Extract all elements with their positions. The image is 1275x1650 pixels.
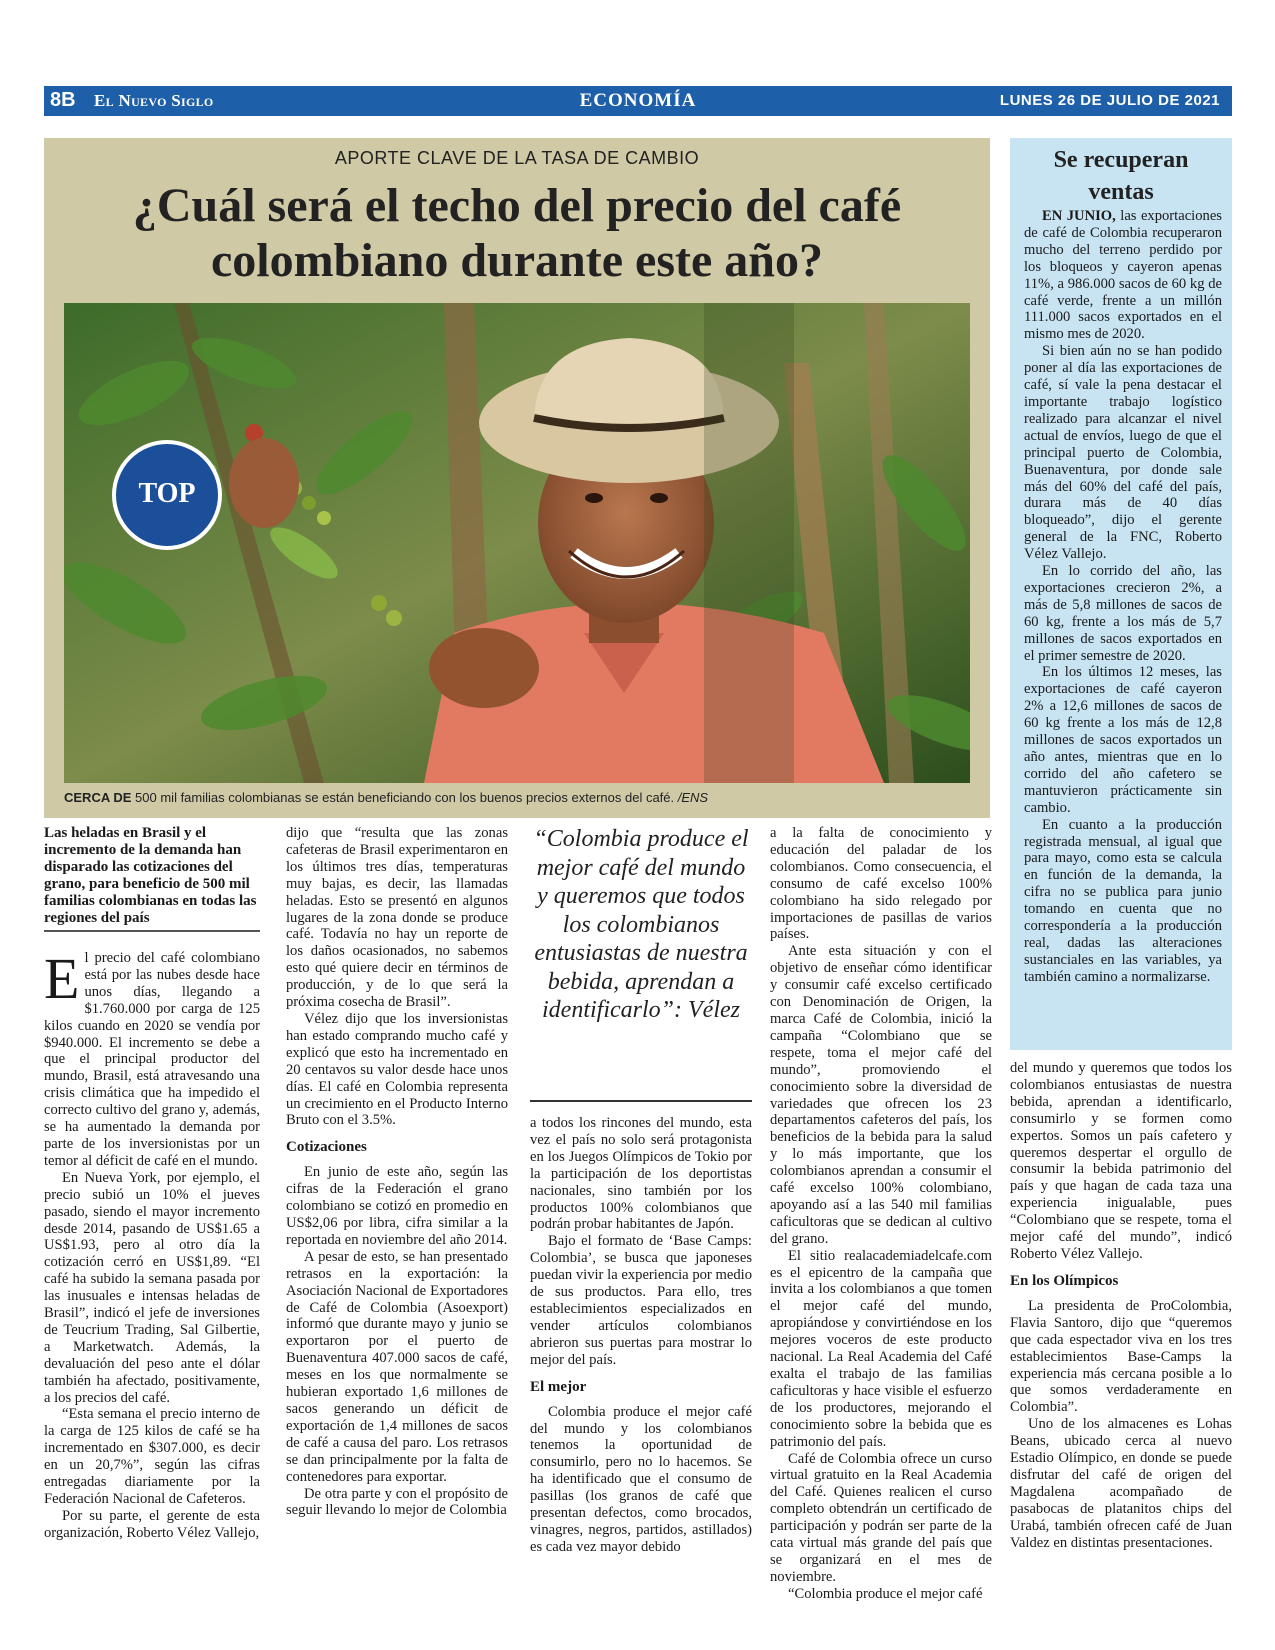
- article-deck: Las heladas en Brasil y el incremento de la demanda han disparado las cotizaciones del grano, para beneficio de 500 mil familias colombianas en todas las regiones del país: [44, 825, 257, 926]
- deck-divider: [44, 930, 260, 932]
- paragraph-text: l precio del café colombiano está por las nubes desde hace unos días, llegando a $1.760.000 por carga de 125 kilos cuando en 2020 se vendía por $940.000. El incremento se debe a que el principal productor del mundo, Brasil, está atravesando una crisis climática que ha impedido el correcto cultivo del grano y, además, se ha aumentado la demanda por parte de los inversionistas por un temor al déficit de café en el mundo.: [44, 950, 260, 1169]
- drop-cap: E: [44, 946, 80, 1011]
- photo-caption: [64, 790, 970, 805]
- article-column-3: [530, 1115, 752, 1556]
- subheading-cotizaciones: Cotizaciones: [286, 1139, 367, 1156]
- sidebar-text: las exportaciones de café de Colombia recuperaron mucho del terreno perdido por los bloqueos y cayeron apenas 11%, a 986.000 sacos de 60 kg de café verde, frente a un millón 111.000 sacos exportados en el mismo mes de 2020.: [1024, 208, 1222, 343]
- article-paragraph: Café de Colombia ofrece un curso virtual gratuito en la Real Academia del Café. Quienes realicen el curso completo obtendrán un certificado de participación y podrán ser parte de la cata virtual más grande del país que se organizará en el mes de noviembre.: [770, 1450, 992, 1585]
- sidebar-paragraph: [1024, 208, 1222, 343]
- article-paragraph: “Colombia produce el mejor café: [788, 1585, 983, 1602]
- top-badge-label: TOP: [138, 478, 196, 509]
- article-paragraph: Ante esta situación y con el objetivo de enseñar cómo identificar y consumir café excelso certificado con Denominación de Origen, la marca Café de Colombia, inició la campaña “Colombiano que se respete, toma el mejor café del mundo”, promoviendo el conocimiento sobre la diversidad de variedades que ofrecen los 23 departamentos cafeteros del país, los beneficios de la bebida para la salud y lo más importante, que los colombianos aprendan a consumir el café excelso 100% colombiano, apoyando así a las 540 mil familias caficultoras que se dedican al cultivo del grano.: [770, 943, 992, 1247]
- sidebar-paragraph: Si bien aún no se han podido poner al día las exportaciones de café, sí vale la pena destacar el importante trabajo logístico realizado para alcanzar el nivel actual de envíos, luego de que el principal puerto de Colombia, Buenaventura, por donde sale más del 60% del café del país, durara más de 40 días bloqueado”, dijo el gerente general de la FNC, Roberto Vélez Vallejo.: [1024, 343, 1222, 563]
- article-column-4: [770, 825, 992, 1603]
- farmer-photo: [64, 303, 970, 783]
- headline-line-2: colombiano durante este año?: [211, 234, 823, 287]
- article-paragraph: La presidenta de ProColombia, Flavia Santoro, dijo que “queremos que cada espectador viva en los tres establecimientos Base-Camps la experiencia más cercana posible a lo que somos verdaderamente en Colombia”.: [1010, 1297, 1232, 1416]
- pull-quote: “Colombia produce el mejor café del mundo y queremos que todos los colombianos entusiastas de nuestra bebida, aprendan a identificarlo”: Vélez: [533, 826, 749, 1023]
- sidebar-paragraph: En lo corrido del año, las exportaciones crecieron 2%, a más de 5,8 millones de sacos de 60 kg, frente a los más de 5,7 millones de sacos exportados en el primer semestre de 2020.: [1024, 563, 1222, 664]
- article-paragraph: Bajo el formato de ‘Base Camps: Colombia’, se busca que japoneses puedan vivir la experiencia por medio de sus productos. Para ello, tres establecimientos especializados en vender artículos colombianos abrieron sus puertas para mostrar lo mejor del país.: [530, 1233, 752, 1368]
- article-paragraph: De otra parte y con el propósito de seguir llevando lo mejor de Colombia: [286, 1485, 508, 1519]
- caption-credit: /ENS: [677, 790, 709, 805]
- newspaper-name: El Nuevo Siglo: [94, 91, 214, 110]
- top-badge: [112, 440, 222, 550]
- article-paragraph: Colombia produce el mejor café del mundo y los colombianos tenemos la oportunidad de consumirlo, pero no lo hacemos. Se ha identificado que el consumo de pasillas (los granos de café que presentan defectos, como brocados, vinagres, negros, partidos, astillados) es cada vez mayor debido: [530, 1403, 752, 1555]
- article-paragraph: [44, 946, 260, 1170]
- sidebar-body: [1024, 208, 1222, 986]
- issue-date: LUNES 26 DE JULIO DE 2021: [999, 92, 1220, 109]
- subheading-el-mejor: El mejor: [530, 1378, 587, 1395]
- article-paragraph: En junio de este año, según las cifras de la Federación el grano colombiano se cotizó en promedio en US$2,06 por libra, cifra similar a la reportada en noviembre del año 2014.: [286, 1164, 508, 1248]
- sidebar-box: [1010, 138, 1232, 1050]
- coffee-farmer-illustration: [64, 303, 970, 783]
- page-number: 8B: [50, 89, 76, 111]
- caption-text: 500 mil familias colombianas se están beneficiando con los buenos precios externos del café.: [135, 790, 675, 805]
- headline-line-1: ¿Cuál será el techo del precio del café: [132, 179, 902, 232]
- section-header-bar: [44, 86, 1232, 116]
- kicker: APORTE CLAVE DE LA TASA DE CAMBIO: [334, 148, 700, 168]
- subheading-en-los-olimpicos: En los Olímpicos: [1010, 1272, 1119, 1289]
- article-paragraph: En Nueva York, por ejemplo, el precio subió un 10% el jueves pasado, siendo el mayor incremento desde 2014, pasando de US$1.65 a US$1.93, pero al otro día la cotización cerró en US$1,89. “El café ha subido la semana pasada por las inusuales e intensas heladas de Brasil”, indicó el jefe de inversiones de Teucrium Trading, Sal Gilbertie, a Marketwatch. Además, la devaluación del peso ante el dólar también ha afectado, positivamente, a los precios del café.: [44, 1169, 260, 1406]
- article-paragraph: A pesar de esto, se han presentado retrasos en la exportación: la Asociación Nacional de Exportadores de Café de Colombia (Asoexport) informó que durante mayo y junio se exportaron por el puerto de Buenaventura 407.000 sacos de café, meses en los que normalmente se hubieran exportado 1,6 millones de sacos generando un déficit de exportación de 1,4 millones de sacos de café a causa del paro. Los retrasos se dan principalmente por la falta de contenedores para exportar.: [286, 1248, 508, 1485]
- quote-divider: [530, 1100, 752, 1102]
- sidebar-paragraph: En cuanto a la producción registrada mensual, al igual que para mayo, como esta se calcula en función de la demanda, la cifra no se publica para junio tomando en cuenta que no correspondería a la producción real, dadas las alteraciones sustanciales en las variables, ya también camino a normalizarse.: [1024, 816, 1222, 985]
- article-column-5: [1010, 1060, 1232, 1551]
- article-paragraph: a todos los rincones del mundo, esta vez el país no solo será protagonista en los Juegos Olímpicos de Tokio por la participación de los deportistas nacionales, sino también por los productos 100% colombianos que podrán probar habitantes de Japón.: [530, 1115, 752, 1233]
- article-paragraph: El sitio realacademiadelcafe.com es el epicentro de la campaña que invita a los colombianos a que tomen el mejor café del mundo, apropiándose y convirtiéndose en los mejores voceros de este producto nacional. La Real Academia del Café exalta el trabajo de las familias caficultoras y hace visible el esfuerzo de los productores, mejorando el conocimiento sobre la bebida que es patrimonio del país.: [770, 1247, 992, 1450]
- sidebar-paragraph: En los últimos 12 meses, las exportaciones de café cayeron 2% a 12,6 millones de sacos de 60 kg frente a los más de 12,8 millones de sacos exportados un año antes, mientras que en lo corrido del año cafetero se mantuvieron prácticamente sin cambio.: [1024, 664, 1222, 816]
- article-paragraph: Vélez dijo que los inversionistas han estado comprando mucho café y explicó que esto ha incrementado en 20 centavos su valor desde hace unos días. El café en Colombia representa un crecimiento en el Producto Interno Bruto con el 3.5%.: [286, 1010, 508, 1129]
- article-paragraph: a la falta de conocimiento y educación del paladar de los colombianos. Como consecuencia, el consumo de café excelso 100% colombiano ha sido relegado por importaciones de pasillas de varios países.: [770, 825, 992, 943]
- article-paragraph: “Esta semana el precio interno de la carga de 125 kilos de café se ha incrementado en $307.000, es decir en un 20,7%”, según las cifras entregadas diariamente por la Federación Nacional de Cafeteros.: [44, 1406, 260, 1507]
- article-paragraph: dijo que “resulta que las zonas cafeteras de Brasil experimentaron en los últimos tres días, temperaturas muy bajas, es decir, las llamadas heladas. Esto se presentó en algunos lugares de la zona donde se produce café. Todavía no hay un reporte de los daños ocasionados, no sabemos esto qué quiere decir en términos de producción, y de lo que será la próxima cosecha de Brasil”.: [286, 825, 508, 1011]
- article-paragraph: del mundo y queremos que todos los colombianos entusiastas de nuestra bebida, aprendan a identificarlo, consumirlo y se formen como expertos. Somos un país cafetero y queremos despertar el orgullo de consumir la bebida patrimonio del país y que hagan de cada taza una experiencia inigualable, pues “Colombiano que se respete, toma el mejor café del mundo”, indicó Roberto Vélez Vallejo.: [1010, 1060, 1232, 1262]
- caption-lead: CERCA DE: [64, 790, 132, 805]
- section-name: ECONOMÍA: [579, 90, 697, 111]
- headline: [64, 178, 970, 288]
- article-paragraph: Por su parte, el gerente de esta organización, Roberto Vélez Vallejo,: [44, 1507, 260, 1541]
- sidebar-title: Se recuperan ventas: [1053, 147, 1189, 205]
- article-column-1: [44, 946, 260, 1542]
- article-paragraph: Uno de los almacenes es Lohas Beans, ubicado cerca al nuevo Estadio Olímpico, en donde se puede disfrutar del café de origen del Magdalena acompañado de pasabocas de platanitos chips del Urabá, también ofrecen café de Juan Valdez en distintas presentaciones.: [1010, 1416, 1232, 1551]
- sidebar-lead-caps: EN JUNIO,: [1042, 208, 1116, 224]
- article-column-2: [286, 825, 508, 1519]
